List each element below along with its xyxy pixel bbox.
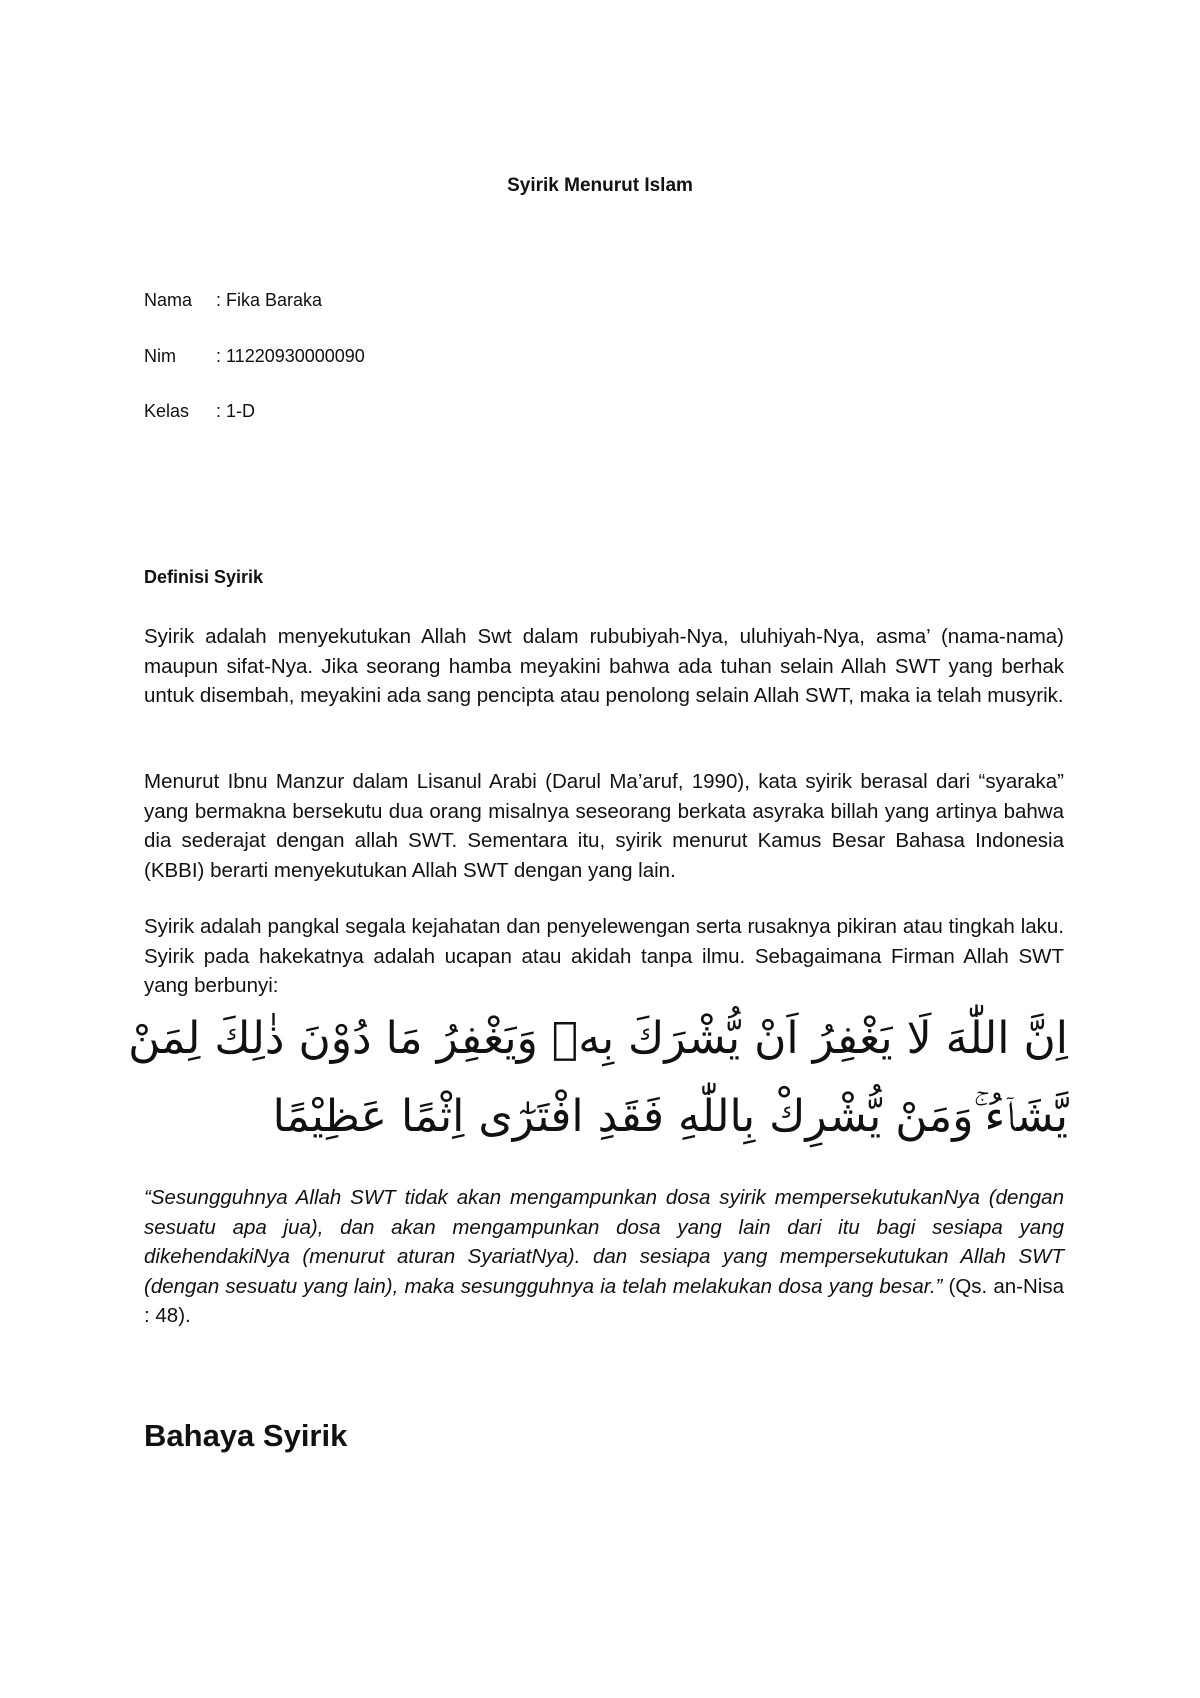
- paragraph-definition: Syirik adalah menyekutukan Allah Swt dalam rububiyah-Nya, uluhiyah-Nya, asma’ (nama-nama) maupun sifat-Nya. Jika seorang hamba meyakini bahwa ada tuhan selain Allah SWT yang berhak untuk disembah, meyakini ada sang pencipta atau penolong selain Allah SWT, maka ia telah musyrik.: [144, 625, 1064, 707]
- arabic-verse-line-2: يَّشَاۤءُ ۚوَمَنْ يُّشْرِكْ بِاللّٰهِ فَقَدِ افْتَرٰٓى اِثْمًا عَظِيْمًا: [272, 1091, 1068, 1142]
- paragraph-pangkal-kejahatan: Syirik adalah pangkal segala kejahatan dan penyelewengan serta rusaknya pikiran atau tingkah laku. Syirik pada hakekatnya adalah ucapan atau akidah tanpa ilmu. Sebagaimana Firman Allah SWT yang berbunyi:: [144, 915, 1064, 997]
- document-title: Syirik Menurut Islam: [507, 175, 693, 196]
- quote-source: (Qs. an-Nisa : 48).: [144, 1274, 1064, 1327]
- arabic-verse-line-1: اِنَّ اللّٰهَ لَا يَغْفِرُ اَنْ يُّشْرَكَ بِهٖ وَيَغْفِرُ مَا دُوْنَ ذٰلِكَ لِمَنْ: [128, 1013, 1068, 1064]
- info-label: Nim: [144, 346, 176, 366]
- info-label: Kelas: [144, 401, 190, 421]
- info-value: : 11220930000090: [216, 346, 365, 366]
- paragraph-ibnu-manzur: Menurut Ibnu Manzur dalam Lisanul Arabi (Darul Ma’aruf, 1990), kata syirik berasal dari “syaraka” yang bermakna bersekutu dua orang misalnya seseorang berkata asyraka billah yang artinya bahwa dia sederajat dengan allah SWT. Sementara itu, syirik menurut Kamus Besar Bahasa Indonesia (KBBI) berarti menyekutukan Allah SWT dengan yang lain.: [144, 770, 1064, 882]
- info-row-kelas: [144, 401, 255, 422]
- info-value: : 1-D: [216, 401, 256, 421]
- info-row-nama: [144, 290, 322, 311]
- quote-translation: [144, 1183, 1064, 1331]
- info-value: : Fika Baraka: [216, 290, 323, 310]
- quote-text: “Sesungguhnya Allah SWT tidak akan mengampunkan dosa syirik mempersekutukanNya (dengan sesuatu apa jua), dan akan mengampunkan dosa yang lain dari itu bagi sesiapa yang dikehendakiNya (menurut aturan SyariatNya). dan sesiapa yang mempersekutukan Allah SWT (dengan sesuatu yang lain), maka sesungguhnya ia telah melakukan dosa yang besar.”: [144, 1186, 1064, 1298]
- info-row-nim: [144, 346, 365, 367]
- info-label: Nama: [144, 290, 193, 310]
- section-heading-definisi: Definisi Syirik: [144, 567, 264, 587]
- section-heading-bahaya: Bahaya Syirik: [144, 1418, 348, 1453]
